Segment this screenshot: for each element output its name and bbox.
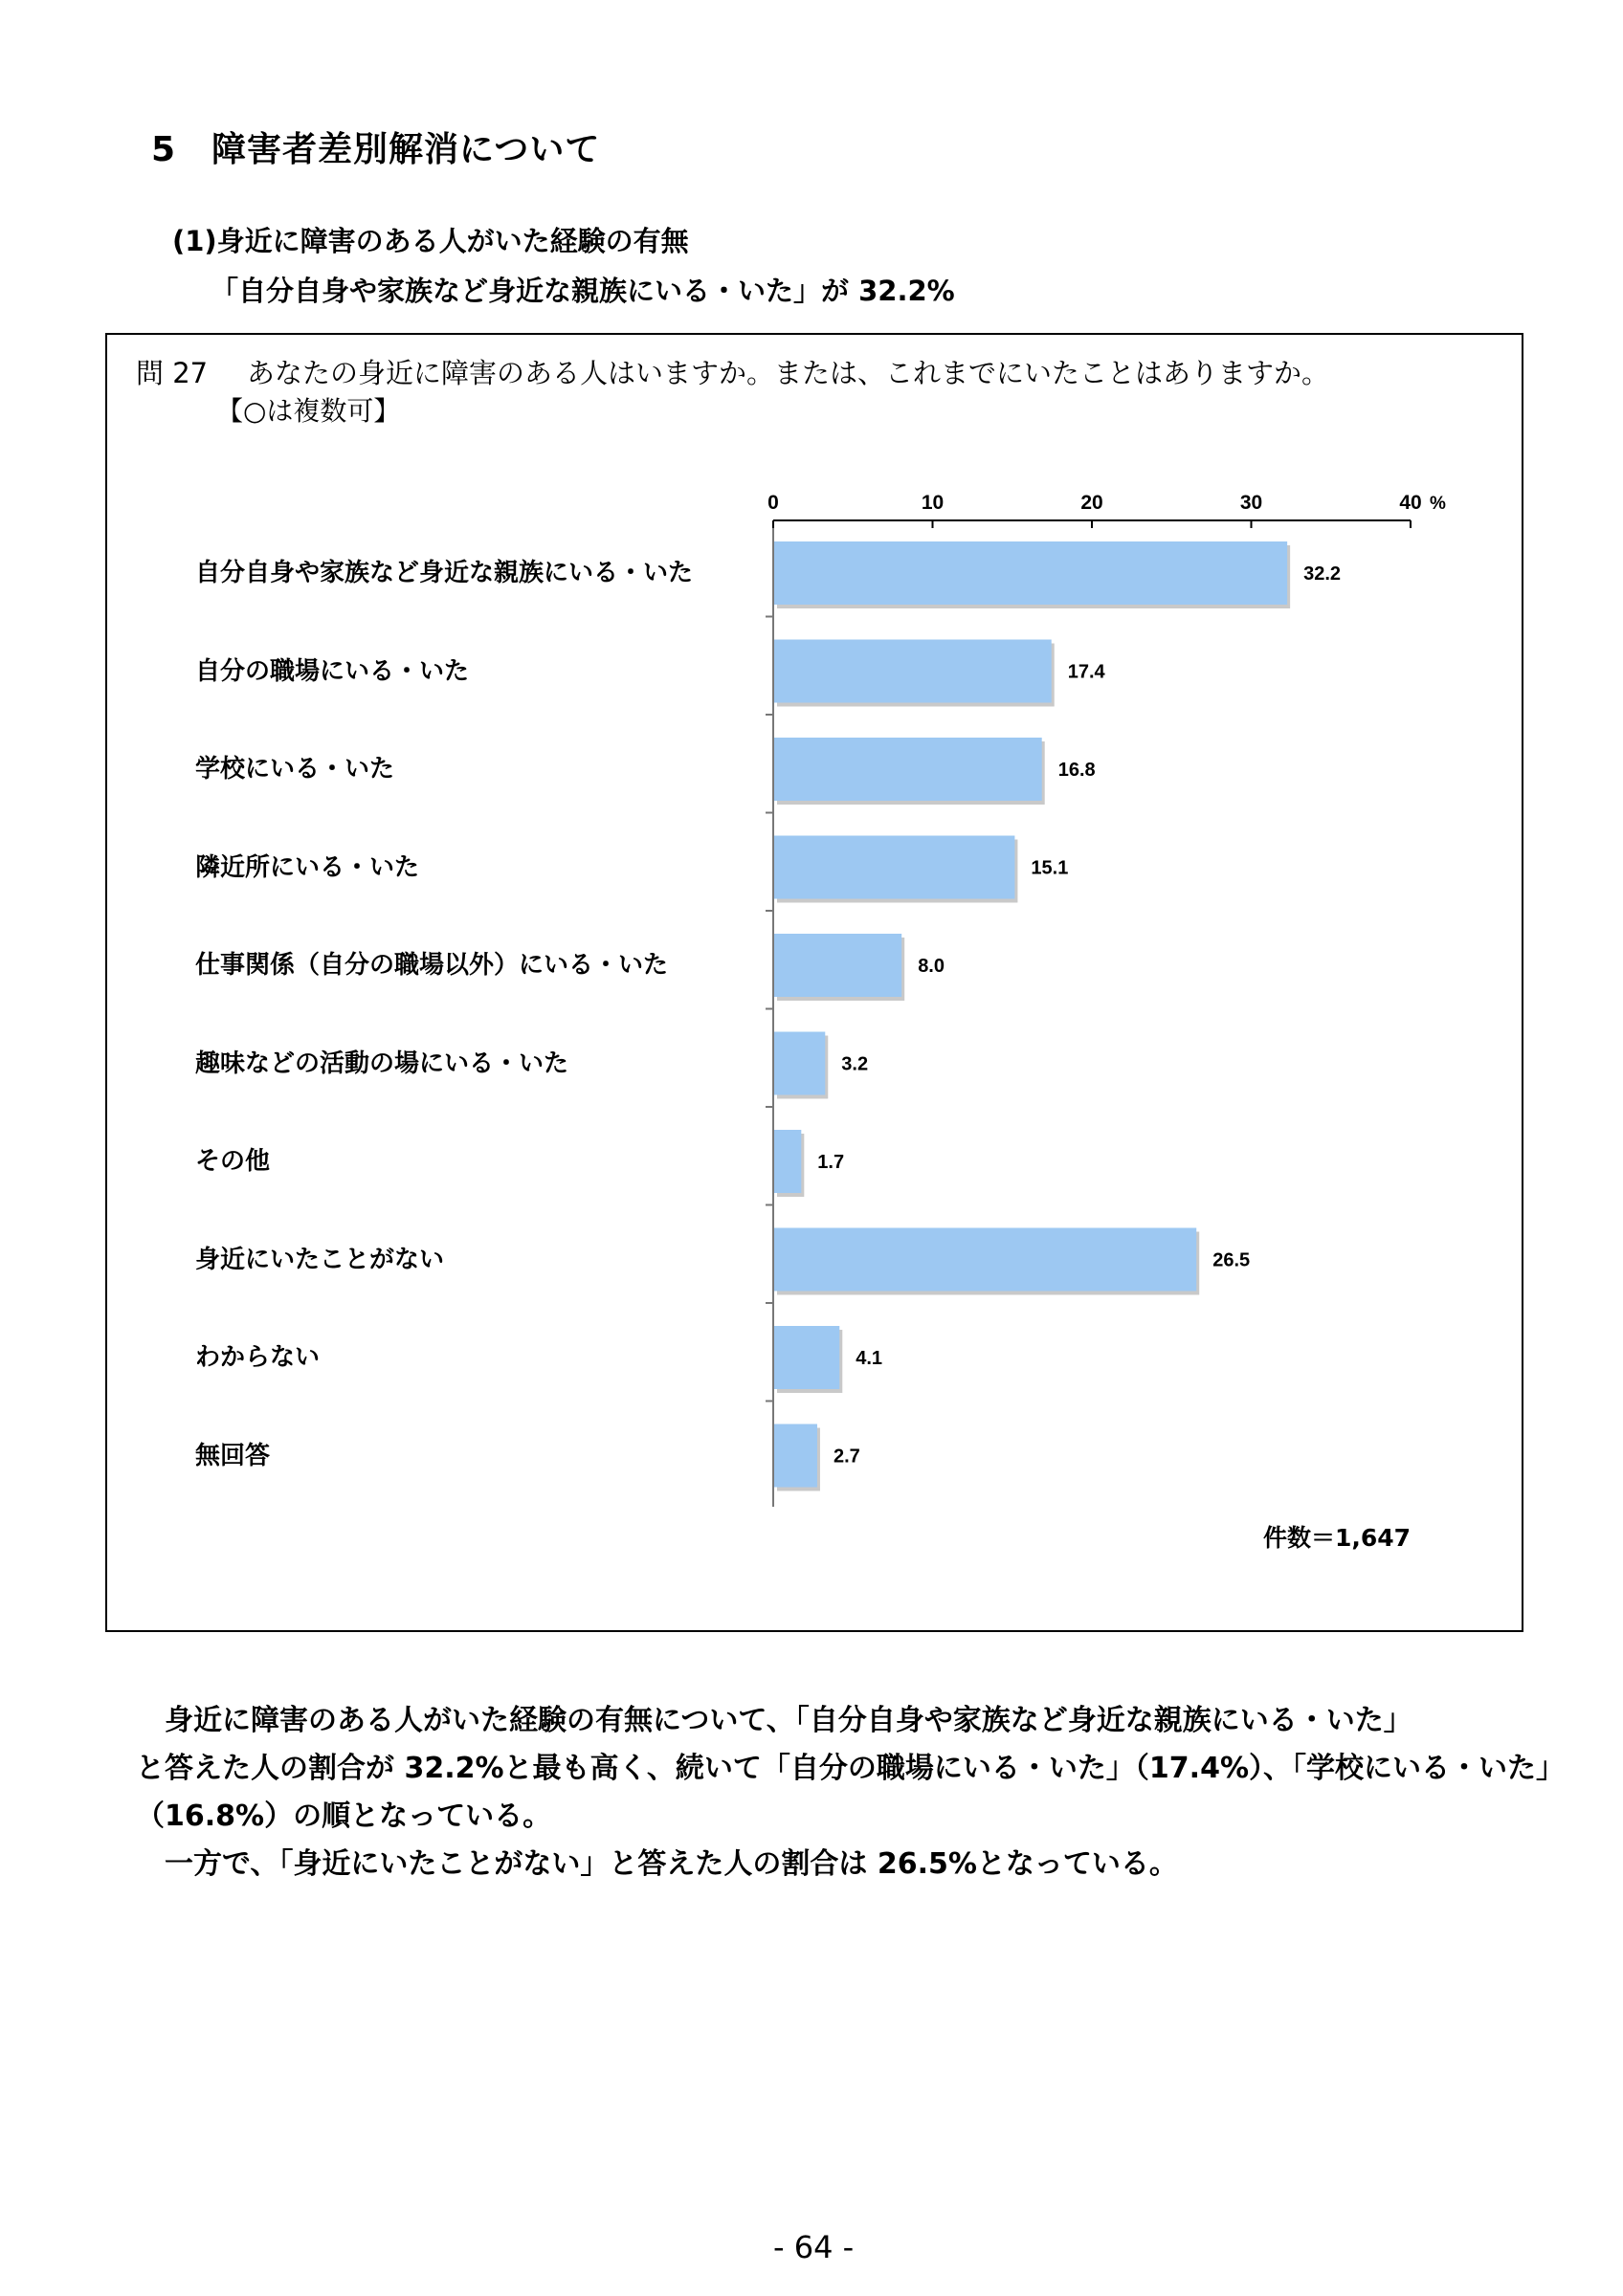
x-tick-label: 10: [921, 492, 945, 514]
value-label: 4.1: [856, 1348, 883, 1369]
value-label: 26.5: [1212, 1249, 1251, 1271]
x-tick-label: 40: [1399, 492, 1422, 514]
section-title: 5 障害者差別解消について: [151, 130, 601, 169]
category-label: 身近にいたことがない: [195, 1245, 445, 1274]
question-text: あなたの身近に障害のある人はいますか。または、これまでにいたことはありますか。: [247, 357, 1330, 389]
bar: [774, 738, 1042, 801]
value-label: 8.0: [918, 956, 945, 977]
bar: [774, 1326, 839, 1389]
category-label: わからない: [195, 1343, 321, 1372]
x-tick-label: 0: [767, 492, 779, 514]
bar: [774, 541, 1287, 605]
value-label: 15.1: [1031, 857, 1069, 879]
x-tick-label: 20: [1080, 492, 1103, 514]
bar: [774, 1228, 1196, 1292]
paragraph-line: 身近に障害のある人がいた経験の有無について、「自分自身や家族など身近な親族にいる・いた」: [136, 1704, 1412, 1737]
bar: [774, 836, 1014, 899]
x-unit-label: %: [1430, 494, 1446, 514]
paragraph-line: 一方で、「身近にいたことがない」と答えた人の割合は 26.5%となっている。: [136, 1847, 1178, 1881]
bar: [774, 1130, 801, 1193]
category-label: 無回答: [195, 1441, 271, 1470]
value-label: 2.7: [833, 1446, 860, 1468]
value-label: 16.8: [1057, 760, 1096, 781]
value-label: 3.2: [841, 1053, 869, 1075]
category-label: 仕事関係（自分の職場以外）にいる・いた: [195, 951, 669, 980]
bar: [774, 1424, 817, 1488]
paragraph-line: （16.8%）の順となっている。: [136, 1799, 552, 1833]
paragraph-line: と答えた人の割合が 32.2%と最も高く、続いて「自分の職場にいる・いた」（17.4%）、「学校にいる・いた」: [136, 1752, 1565, 1785]
category-label: 隣近所にいる・いた: [195, 852, 420, 882]
question-note: 【○は複数可】: [216, 395, 401, 427]
value-label: 1.7: [817, 1152, 845, 1173]
page-number: - 64 -: [773, 2229, 855, 2265]
bar: [774, 934, 901, 997]
category-label: 趣味などの活動の場にいる・いた: [195, 1049, 569, 1078]
bar: [774, 640, 1052, 703]
category-label: 学校にいる・いた: [195, 755, 395, 784]
category-label: 自分の職場にいる・いた: [195, 656, 470, 686]
value-label: 17.4: [1067, 661, 1105, 683]
x-tick-label: 30: [1239, 492, 1263, 514]
question-number: 問 27: [136, 357, 209, 389]
subsection-result: 「自分自身や家族など身近な親族にいる・いた」が 32.2%: [211, 275, 955, 307]
bar: [774, 1032, 825, 1095]
value-label: 32.2: [1303, 563, 1342, 585]
category-label: その他: [195, 1147, 271, 1176]
subsection-heading: (1)身近に障害のある人がいた経験の有無: [172, 225, 689, 257]
sample-count: 件数＝1,647: [1263, 1524, 1412, 1552]
summary-paragraph: [136, 1697, 1565, 1888]
category-label: 自分自身や家族など身近な親族にいる・いた: [195, 559, 694, 587]
